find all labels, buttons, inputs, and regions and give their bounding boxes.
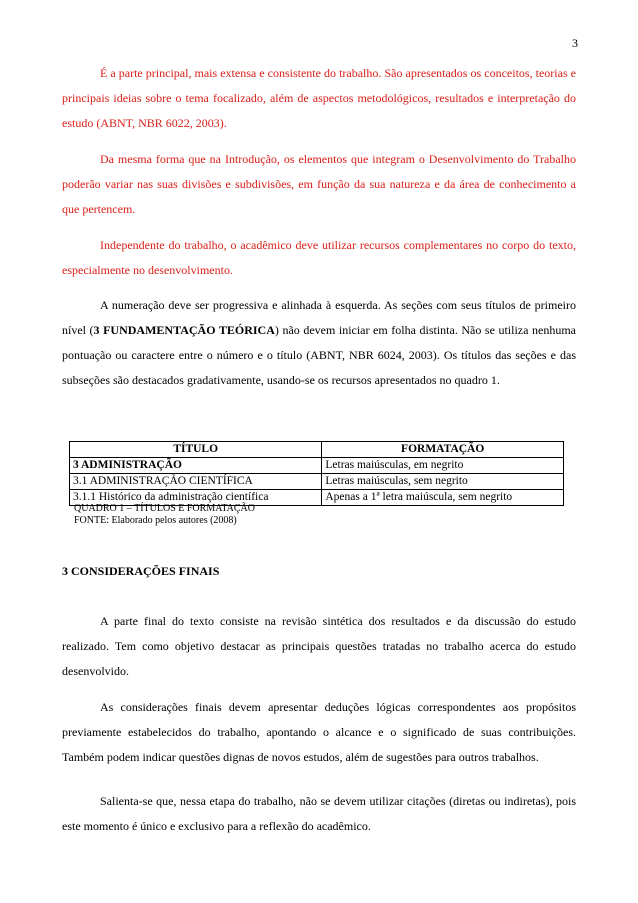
table-cell-format: Apenas a 1ª letra maiúscula, sem negrito bbox=[322, 490, 564, 506]
table-header-row bbox=[70, 442, 564, 458]
paragraph-desenvolvimento-definition: É a parte principal, mais extensa e consistente do trabalho. São apresentados os conceitos, teorias e principais ideias sobre o tema focalizado, além de aspectos metodológicos, resultados e interpretação do estudo (ABNT, NBR 6022, 2003). bbox=[62, 66, 576, 130]
table-caption: QUADRO 1 – TÍTULOS E FORMATAÇÃO bbox=[74, 503, 255, 514]
paragraph-desenvolvimento-divisions: Da mesma forma que na Introdução, os elementos que integram o Desenvolvimento do Trabalho poderão variar nas suas divisões e subdivisões, em função da sua natureza e da área de conhecimento a que pertencem. bbox=[62, 152, 576, 216]
page-number: 3 bbox=[572, 36, 578, 50]
table-row bbox=[70, 474, 564, 490]
quadro-1-table bbox=[69, 441, 564, 506]
section-heading-consideracoes-finais: 3 CONSIDERAÇÕES FINAIS bbox=[62, 564, 220, 578]
paragraph-logical-deductions: As considerações finais devem apresentar deduções lógicas correspondentes aos propósitos previamente estabelecidos do trabalho, apontando o alcance e o significado de suas contribuições. Também podem indicar questões dignas de novos estudos, além de sugestões para outros trabalhos. bbox=[62, 700, 576, 764]
table-cell-title: 3.1 ADMINISTRAÇÃO CIENTÍFICA bbox=[70, 474, 322, 490]
table-row bbox=[70, 458, 564, 474]
table-cell-title: 3 ADMINISTRAÇÃO bbox=[70, 458, 322, 474]
table-cell-title: 3.1.1 Histórico da administração científica bbox=[70, 490, 322, 506]
table-header-titulo: TÍTULO bbox=[70, 442, 322, 458]
paragraph-final-part: A parte final do texto consiste na revisão sintética dos resultados e da discussão do estudo realizado. Tem como objetivo destacar as principais questões tratadas no trabalho acerca do estudo desenvolvido. bbox=[62, 614, 576, 678]
table-header-formatacao: FORMATAÇÃO bbox=[322, 442, 564, 458]
paragraph-no-citations: Salienta-se que, nessa etapa do trabalho, não se devem utilizar citações (diretas ou indiretas), pois este momento é único e exclusivo para a reflexão do acadêmico. bbox=[62, 794, 576, 833]
numbering-text-after: ) não devem iniciar em folha distinta. Não se utiliza nenhuma pontuação ou caractere entre o número e o título (ABNT, NBR 6024, 2003). Os títulos das seções e das subseções são destacados gradativamente, usando-se os recursos apresentados no quadro 1. bbox=[62, 323, 576, 387]
table-cell-format: Letras maiúsculas, em negrito bbox=[322, 458, 564, 474]
numbering-bold-example: 3 FUNDAMENTAÇÃO TEÓRICA bbox=[93, 323, 275, 337]
paragraph-complementary-resources: Independente do trabalho, o acadêmico deve utilizar recursos complementares no corpo do texto, especialmente no desenvolvimento. bbox=[62, 238, 576, 277]
paragraph-numbering bbox=[62, 293, 576, 393]
table-cell-format: Letras maiúsculas, sem negrito bbox=[322, 474, 564, 490]
table-source: FONTE: Elaborado pelos autores (2008) bbox=[74, 515, 237, 526]
numbering-text-before: A numeração deve ser progressiva e alinhada à esquerda. As seções com seus títulos de primeiro nível ( bbox=[62, 298, 576, 337]
